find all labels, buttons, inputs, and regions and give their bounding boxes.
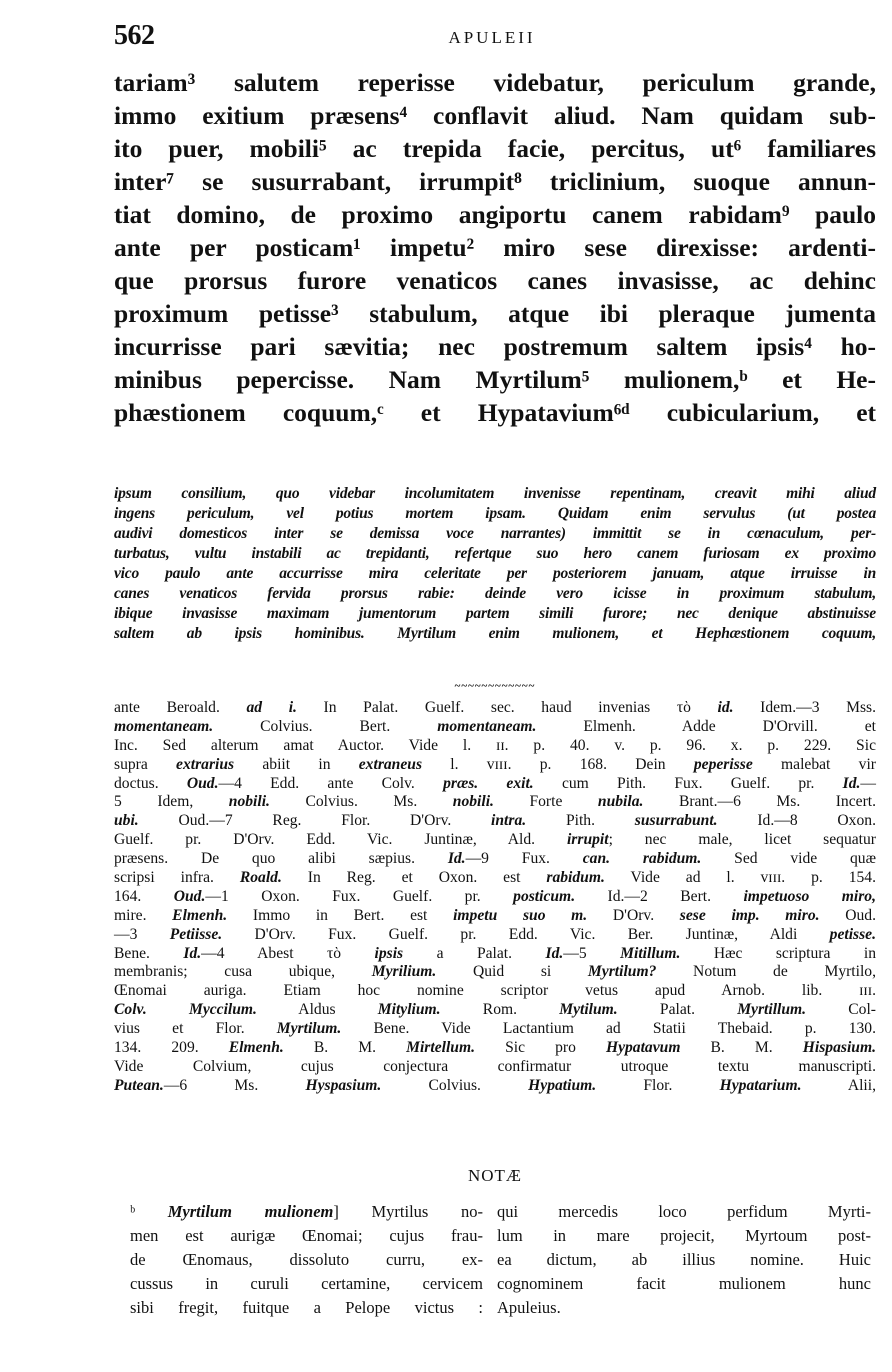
main-text-line: proximum petisse³ stabulum, atque ibi pleraque jumenta bbox=[114, 299, 876, 328]
paraphrase-text bbox=[114, 484, 876, 644]
notae-heading: NOTÆ bbox=[467, 1166, 523, 1185]
main-text-line: tariam³ salutem reperisse videbatur, periculum grande, bbox=[114, 68, 876, 97]
nota-line: lum in mare projecit, Myrtoum post- bbox=[497, 1226, 871, 1245]
main-text-line: phæstionem coquum,ᶜ et Hypatavium⁶ᵈ cubicularium, et bbox=[114, 398, 876, 427]
nota-line: Apuleius. bbox=[497, 1298, 561, 1317]
main-text-line: minibus pepercisse. Nam Myrtilum⁵ mulionem,ᵇ et He- bbox=[114, 365, 876, 394]
main-latin-text bbox=[114, 66, 876, 429]
variant-note-line: Putean.—6 Ms. Hyspasium. Colvius. Hypatium. Flor. Hypatarium. Alii, bbox=[114, 1076, 876, 1094]
paraphrase-line: ingens periculum, vel potius mortem ipsam. Quidam enim servulus (ut postea bbox=[114, 505, 876, 522]
main-text-line: ante per posticam¹ impetu² miro sese direxisse: ardenti- bbox=[114, 233, 876, 262]
paraphrase-line: turbatus, vultu instabili ac trepidanti, refertque suo hero canem furiosam ex proximo bbox=[114, 545, 876, 562]
main-text-line: immo exitium præsens⁴ conflavit aliud. Nam quidam sub- bbox=[114, 101, 876, 130]
main-text-line: incurrisse pari sævitia; nec postremum saltem ipsis⁴ ho- bbox=[114, 332, 876, 361]
page-number: 562 bbox=[114, 20, 155, 51]
variant-readings-notes bbox=[114, 699, 876, 1096]
variant-note-line: Inc. Sed alterum amat Auctor. Vide l. ɪɪ. p. 40. v. p. 96. x. p. 229. Sic bbox=[114, 736, 876, 754]
variant-note-line: Œnomai auriga. Etiam hoc nomine scriptor vetus apud Arnob. lib. ɪɪɪ. bbox=[114, 982, 876, 1000]
nota-line: de Œnomaus, dissoluto curru, ex- bbox=[130, 1250, 483, 1269]
variant-note-line: Guelf. pr. D'Orv. Edd. Vic. Juntinæ, Ald. irrupit; nec male, licet sequatur bbox=[114, 831, 876, 849]
main-text-line: tiat domino, de proximo angiportu canem rabidam⁹ paulo bbox=[114, 200, 876, 229]
notae-right-column bbox=[497, 1200, 871, 1320]
main-text-line: inter⁷ se susurrabant, irrumpit⁸ triclinium, suoque annun- bbox=[114, 167, 876, 196]
nota-line: ᵇ Myrtilum mulionem] Myrtilus no- bbox=[130, 1202, 483, 1221]
variant-note-line: 134. 209. Elmenh. B. M. Mirtellum. Sic pro Hypatavum B. M. Hispasium. bbox=[114, 1039, 876, 1057]
variant-note-line: 164. Oud.—1 Oxon. Fux. Guelf. pr. posticum. Id.—2 Bert. impetuoso miro, bbox=[114, 887, 876, 905]
variant-note-line: momentaneam. Colvius. Bert. momentaneam. Elmenh. Adde D'Orvill. et bbox=[114, 717, 876, 735]
paraphrase-line: ibique invasisse maximam jumentorum partem simili furore; nec denique abstinuisse bbox=[114, 605, 876, 622]
variant-note-line: —3 Petiisse. D'Orv. Fux. Guelf. pr. Edd. Vic. Ber. Juntinæ, Aldi petisse. bbox=[114, 925, 876, 943]
variant-note-line: scripsi infra. Roald. In Reg. et Oxon. est rabidum. Vide ad l. ᴠɪɪɪ. p. 154. bbox=[114, 869, 876, 887]
paraphrase-line: audivi domesticos inter se demissa voce narrantes) immittit se in cœnaculum, per- bbox=[114, 525, 876, 542]
nota-line: cognominem facit mulionem hunc bbox=[497, 1274, 871, 1293]
ornament-divider: ~~~~~~~~~~~~ bbox=[454, 680, 536, 692]
variant-note-line: supra extrarius abiit in extraneus l. ᴠɪɪɪ. p. 168. Dein peperisse malebat vir bbox=[114, 755, 876, 773]
variant-note-line: membranis; cusa ubique, Myrilium. Quid si Myrtilum? Notum de Myrtilo, bbox=[114, 963, 876, 981]
page-header bbox=[114, 14, 870, 54]
main-text-line: que prorsus furore venaticos canes invasisse, ac dehinc bbox=[114, 266, 876, 295]
variant-note-line: præsens. De quo alibi sæpius. Id.—9 Fux. can. rabidum. Sed vide quæ bbox=[114, 850, 876, 868]
running-head: APULEII bbox=[448, 28, 536, 47]
variant-note-line: Colv. Myccilum. Aldus Mitylium. Rom. Mytilum. Palat. Myrtillum. Col- bbox=[114, 1001, 876, 1019]
nota-line: cussus in curuli certamine, cervicem bbox=[130, 1274, 483, 1293]
nota-line: qui mercedis loco perfidum Myrti- bbox=[497, 1202, 871, 1221]
notae-left-column bbox=[130, 1200, 483, 1320]
variant-note-line: 5 Idem, nobili. Colvius. Ms. nobili. Forte nubila. Brant.—6 Ms. Incert. bbox=[114, 793, 876, 811]
variant-note-line: doctus. Oud.—4 Edd. ante Colv. præs. exit. cum Pith. Fux. Guelf. pr. Id.— bbox=[114, 774, 876, 792]
variant-note-line: ubi. Oud.—7 Reg. Flor. D'Orv. intra. Pith. susurrabunt. Id.—8 Oxon. bbox=[114, 812, 876, 830]
variant-note-line: Bene. Id.—4 Abest τὸ ipsis a Palat. Id.—5 Mitillum. Hæc scriptura in bbox=[114, 944, 876, 962]
nota-line: sibi fregit, fuitque a Pelope victus : bbox=[130, 1298, 483, 1317]
variant-note-line: mire. Elmenh. Immo in Bert. est impetu suo m. D'Orv. sese imp. miro. Oud. bbox=[114, 906, 876, 924]
paraphrase-line: canes venaticos fervida prorsus rabie: deinde vero icisse in proximum stabulum, bbox=[114, 585, 876, 602]
nota-line: ea dictum, ab illius nomine. Huic bbox=[497, 1250, 871, 1269]
variant-note-line: vius et Flor. Myrtilum. Bene. Vide Lactantium ad Statii Thebaid. p. 130. bbox=[114, 1020, 876, 1038]
nota-line: men est aurigæ Œnomai; cujus frau- bbox=[130, 1226, 483, 1245]
variant-note-line: ante Beroald. ad i. In Palat. Guelf. sec. haud invenias τὸ id. Idem.—3 Mss. bbox=[114, 699, 877, 716]
main-text-line: ito puer, mobili⁵ ac trepida facie, percitus, ut⁶ familiares bbox=[114, 134, 876, 163]
paraphrase-line: ipsum consilium, quo videbar incolumitatem invenisse repentinam, creavit mihi aliud bbox=[114, 485, 876, 502]
paraphrase-line: saltem ab ipsis hominibus. Myrtilum enim mulionem, et Hephæstionem coquum, bbox=[114, 625, 876, 642]
paraphrase-line: vico paulo ante accurrisse mira celeritate per posteriorem januam, atque irruisse in bbox=[114, 565, 876, 582]
variant-note-line: Vide Colvium, cujus conjectura confirmatur utroque textu manuscripti. bbox=[114, 1057, 876, 1075]
